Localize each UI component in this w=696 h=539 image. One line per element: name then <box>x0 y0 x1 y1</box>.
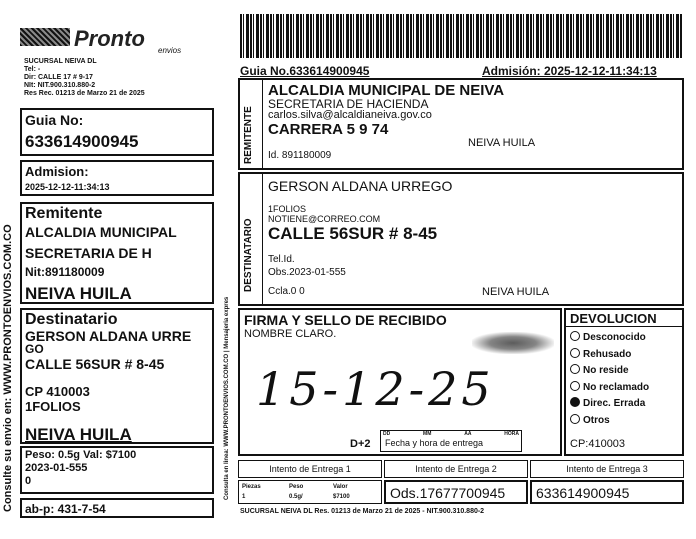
intento-1-detail <box>238 480 382 504</box>
remitente-id: Id. 891180009 <box>268 150 332 161</box>
devolucion-option-direc-errada[interactable]: Direc. Errada <box>570 396 649 413</box>
left-guia-label: Guia No: <box>25 112 84 128</box>
left-fecha: 2023-01-555 <box>25 462 88 474</box>
left-remitente-title: Remitente <box>25 205 103 222</box>
destinatario-ccla: Ccla.0 0 <box>268 286 305 297</box>
radio-checked-icon <box>570 397 580 407</box>
firma-handwritten-date: 15-12-25 <box>256 362 495 416</box>
left-admision-date: 2025-12-12-11:34:13 <box>25 182 110 192</box>
radio-icon <box>570 331 580 341</box>
devolucion-option-no-reclamado[interactable]: No reclamado <box>570 380 649 397</box>
intento-3-detail <box>530 480 684 504</box>
left-admision-box <box>20 160 214 196</box>
logo-text: Pronto <box>74 26 145 51</box>
firma-fecha-label: Fecha y hora de entrega <box>385 438 484 448</box>
remitente-name: ALCALDIA MUNICIPAL DE NEIVA <box>268 82 505 99</box>
branch-res: Res Rec. 01213 de Marzo 21 de 2025 <box>24 90 145 97</box>
left-code: ab-p: 431-7-54 <box>25 502 106 516</box>
left-guia-box <box>20 108 214 156</box>
side-small-url: Consulta en linea: WWW.PRONTOENVIOS.COM.CO | Mensajeria expres <box>224 296 230 500</box>
devolucion-section <box>564 308 684 456</box>
left-remitente-line1: ALCALDIA MUNICIPAL <box>25 224 177 240</box>
intento-2-header: Intento de Entrega 2 <box>384 460 528 478</box>
barcode <box>240 14 682 58</box>
ods-number: Ods.17677700945 <box>390 485 506 501</box>
firma-mini-hora: HORA <box>504 431 519 437</box>
left-code-box <box>20 498 214 518</box>
footer-text: SUCURSAL NEIVA DL Res. 01213 de Marzo 21 de 2025 - NIT.900.310.880-2 <box>240 508 485 515</box>
branch-info <box>24 58 214 98</box>
left-dest-city: NEIVA HUILA <box>25 425 132 444</box>
left-dest-line2: GO <box>25 342 44 356</box>
devolucion-option-no-reside[interactable]: No reside <box>570 363 649 380</box>
valor-value: $7100 <box>333 494 350 500</box>
devolucion-option-desconocido[interactable]: Desconocido <box>570 330 649 347</box>
firma-mini-aa: AA <box>464 431 472 437</box>
peso-value: 0.5g/ <box>289 494 303 500</box>
left-zero: 0 <box>25 475 32 487</box>
destinatario-obs: Obs.2023-01-555 <box>268 267 346 278</box>
branch-name: SUCURSAL NEIVA DL <box>24 58 97 65</box>
intento-1-header: Intento de Entrega 1 <box>238 460 382 478</box>
left-remitente-line2: SECRETARIA DE H <box>25 245 152 261</box>
header-guia: Guia No.633614900945 <box>240 64 370 78</box>
left-admision-label: Admision: <box>25 164 89 179</box>
logo-sub: envios <box>158 46 182 55</box>
left-destinatario-box <box>20 308 214 444</box>
devolucion-option-otros[interactable]: Otros <box>570 413 649 430</box>
firma-title: FIRMA Y SELLO DE RECIBIDO <box>244 312 447 328</box>
left-dest-cp: CP 410003 <box>25 384 90 399</box>
branch-dir: Dir: CALLE 17 # 9-17 <box>24 74 93 81</box>
left-peso-box <box>20 446 214 494</box>
peso-label: Peso <box>289 484 304 490</box>
radio-icon <box>570 381 580 391</box>
firma-mini-dd: DD <box>383 431 391 437</box>
left-dest-title: Destinatario <box>25 311 118 328</box>
piezas-label: Piezas <box>242 484 261 490</box>
radio-icon <box>570 414 580 424</box>
left-dest-line1: GERSON ALDANA URRE <box>25 328 192 344</box>
valor-label: Valor <box>333 484 348 490</box>
left-dest-folios: 1FOLIOS <box>25 399 81 414</box>
pronto-logo <box>20 26 200 54</box>
devolucion-option-rehusado[interactable]: Rehusado <box>570 347 649 364</box>
radio-icon <box>570 348 580 358</box>
remitente-city: NEIVA HUILA <box>468 137 536 149</box>
destinatario-section <box>238 172 684 306</box>
piezas-value: 1 <box>242 494 246 500</box>
firma-mini-mm: MM <box>423 431 432 437</box>
remitente-label: REMITENTE <box>243 106 254 164</box>
firma-subtitle: NOMBRE CLARO. <box>244 328 337 340</box>
left-guia-number: 633614900945 <box>25 132 139 151</box>
left-dest-addr: CALLE 56SUR # 8-45 <box>25 356 165 372</box>
branch-tel: Tel: - <box>24 66 41 73</box>
left-peso: Peso: 0.5g Val: $7100 <box>25 449 137 461</box>
intento-2-detail <box>384 480 528 504</box>
remitente-email: carlos.silva@alcaldianeiva.gov.co <box>268 109 432 121</box>
firma-section <box>238 308 562 456</box>
destinatario-folios: 1FOLIOS <box>268 204 307 214</box>
header-admision: Admisión: 2025-12-12-11:34:13 <box>482 64 657 78</box>
destinatario-city: NEIVA HUILA <box>482 286 550 298</box>
left-remitente-nit: Nit:891180009 <box>25 265 105 279</box>
intento-guia: 633614900945 <box>536 485 630 501</box>
devolucion-cp: CP:410003 <box>570 438 626 450</box>
radio-icon <box>570 364 580 374</box>
logo-swoosh-icon <box>20 28 70 46</box>
destinatario-address: CALLE 56SUR # 8-45 <box>268 224 438 243</box>
firma-d2: D+2 <box>350 438 371 450</box>
left-remitente-city: NEIVA HUILA <box>25 284 132 303</box>
side-consult-url: Consulte su envio en: WWW.PRONTOENVIOS.COM.CO <box>2 224 14 512</box>
remitente-section <box>238 78 684 170</box>
destinatario-name: GERSON ALDANA URREGO <box>268 178 453 194</box>
firma-stamp-blot <box>472 332 554 354</box>
intento-3-header: Intento de Entrega 3 <box>530 460 684 478</box>
remitente-dept: SECRETARIA DE HACIENDA <box>268 97 429 111</box>
remitente-address: CARRERA 5 9 74 <box>268 121 389 138</box>
left-remitente-box <box>20 202 214 304</box>
devolucion-title: DEVOLUCION <box>570 311 657 326</box>
destinatario-tel: Tel.Id. <box>268 254 295 265</box>
destinatario-label: DESTINATARIO <box>243 218 254 292</box>
destinatario-email: NOTIENE@CORREO.COM <box>268 214 381 224</box>
branch-nit: NIt: NIT.900.310.880-2 <box>24 82 96 89</box>
